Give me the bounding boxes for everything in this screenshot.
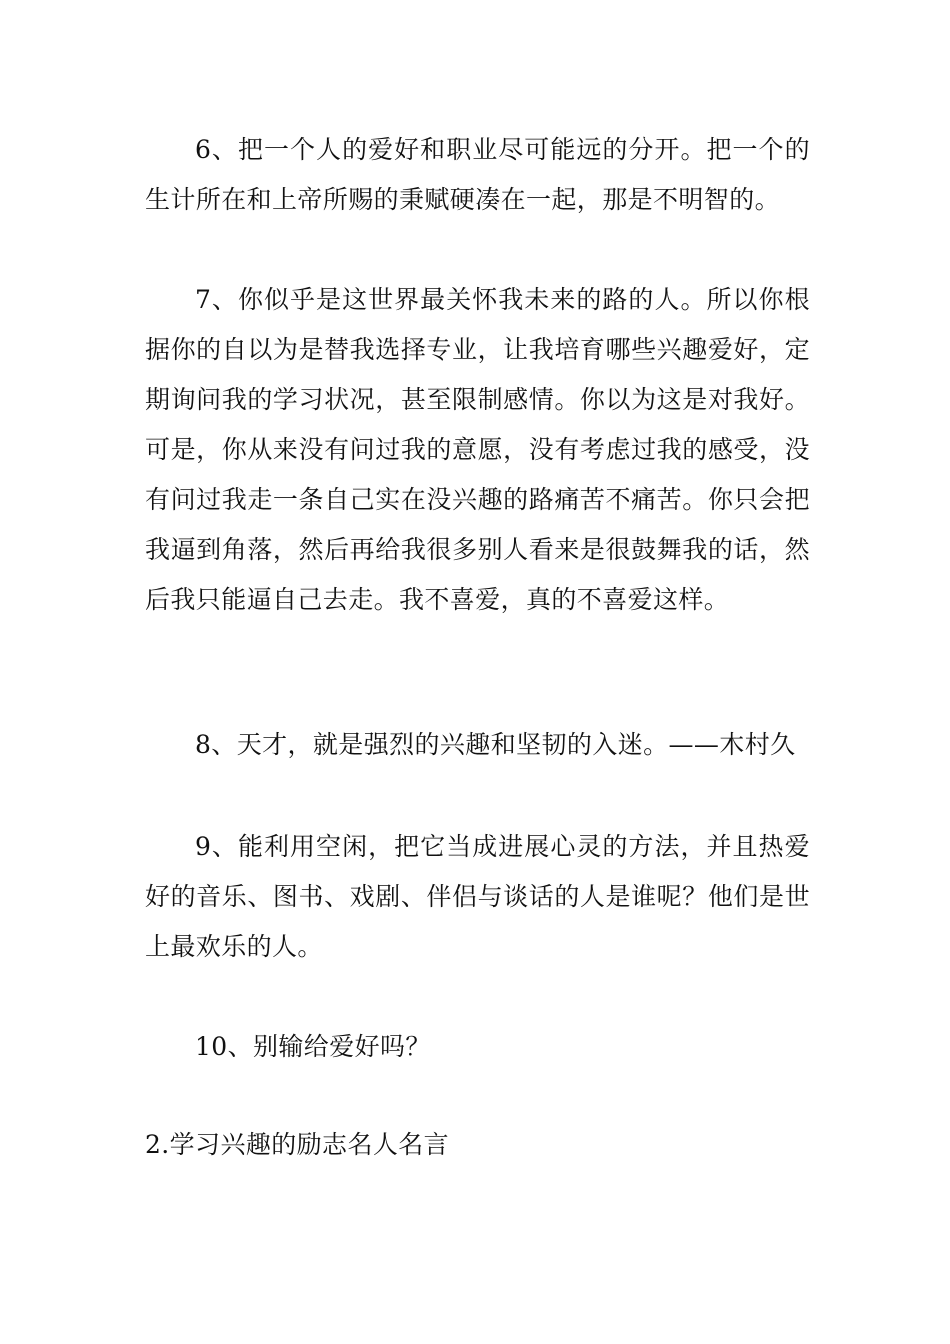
quote-paragraph-10: 10、别输给爱好吗？	[195, 1032, 431, 1061]
quote-paragraph-9: 9、能利用空闲，把它当成进展心灵的方法，并且热爱好的音乐、图书、戏剧、伴侣与谈话的人是谁呢？他们是世上最欢乐的人。	[145, 832, 810, 961]
quote-paragraph-7: 7、你似乎是这世界最关怀我未来的路的人。所以你根据你的自以为是替我选择专业，让我培育哪些兴趣爱好，定期询问我的学习状况，甚至限制感情。你以为这是对我好。可是，你从来没有问过我的意愿，没有考虑过我的感受，没有问过我走一条自己实在没兴趣的路痛苦不痛苦。你只会把我逼到角落，然后再给我很多别人看来是很鼓舞我的话，然后我只能逼自己去走。我不喜爱，真的不喜爱这样。	[145, 285, 810, 614]
quote-paragraph-6: 6、把一个人的爱好和职业尽可能远的分开。把一个的生计所在和上帝所赐的秉赋硬凑在一起，那是不明智的。	[145, 135, 810, 214]
section-heading: 2.学习兴趣的励志名人名言	[145, 1130, 450, 1159]
quote-paragraph-8: 8、天才，就是强烈的兴趣和坚韧的入迷。——木村久	[195, 730, 796, 759]
